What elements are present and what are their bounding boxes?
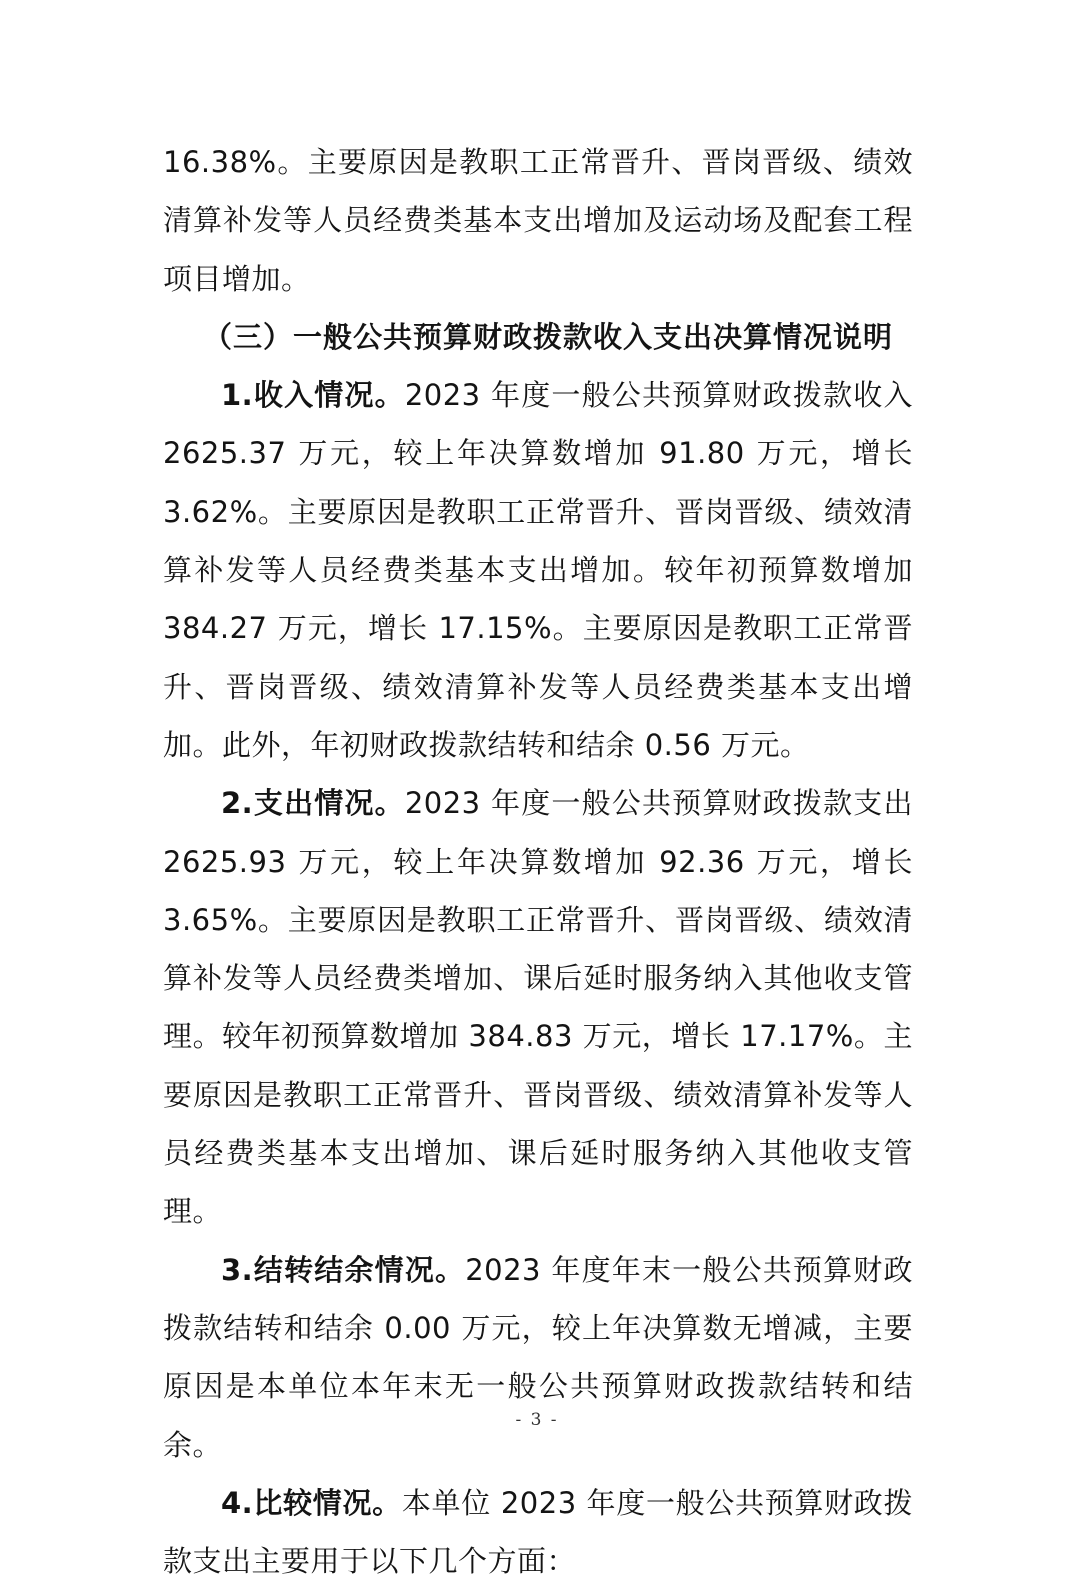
paragraph-expenditure xyxy=(163,774,913,1240)
paragraph-carryover xyxy=(163,1241,913,1474)
paragraph-text: 16.38%。主要原因是教职工正常晋升、晋岗晋级、绩效清算补发等人员经费类基本支出增加及运动场及配套工程项目增加。 xyxy=(163,145,913,296)
paragraph-text: 2023 年度一般公共预算财政拨款支出 2625.93 万元，较上年决算数增加 92.36 万元，增长 3.65%。主要原因是教职工正常晋升、晋岗晋级、绩效清算补发等人员经费类增加、课后延时服务纳入其他收支管理。较年初预算数增加 384.83 万元，增长 17.17%。主要原因是教职工正常晋升、晋岗晋级、绩效清算补发等人员经费类基本支出增加、课后延时服务纳入其他收支管理。 xyxy=(163,786,913,1229)
section-heading: （三）一般公共预算财政拨款收入支出决算情况说明 xyxy=(202,319,893,354)
paragraph-text: 2023 年度年末一般公共预算财政拨款结转和结余 0.00 万元，较上年决算数无增减，主要原因是本单位本年末无一般公共预算财政拨款结转和结余。 xyxy=(163,1252,913,1462)
paragraph-text: 2023 年度一般公共预算财政拨款收入 2625.37 万元，较上年决算数增加 91.80 万元，增长 3.62%。主要原因是教职工正常晋升、晋岗晋级、绩效清算补发等人员经费类基本支出增加。较年初预算数增加 384.27 万元，增长 17.15%。主要原因是教职工正常晋升、晋岗晋级、绩效清算补发等人员经费类基本支出增加。此外，年初财政拨款结转和结余 0.56 万元。 xyxy=(163,378,913,762)
paragraph-lead: 1.收入情况。 xyxy=(221,378,405,413)
page-number: - 3 - xyxy=(515,1410,559,1430)
paragraph-income xyxy=(163,366,913,774)
document-body xyxy=(163,133,913,1590)
paragraph-lead: 2.支出情况。 xyxy=(221,786,405,821)
paragraph-text: 本单位 2023 年度一般公共预算财政拨款支出主要用于以下几个方面： xyxy=(163,1485,913,1579)
paragraph-continuation xyxy=(163,133,913,308)
paragraph-lead: 4.比较情况。 xyxy=(221,1485,402,1520)
paragraph-lead: 3.结转结余情况。 xyxy=(221,1252,466,1287)
paragraph-comparison xyxy=(163,1474,913,1590)
